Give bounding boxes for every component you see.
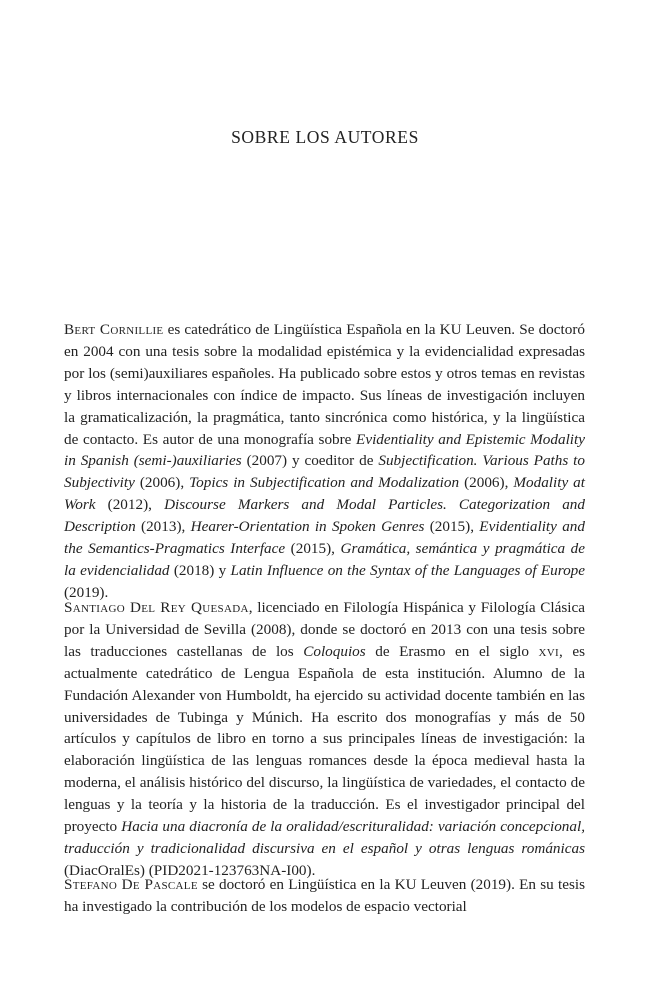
work-title: Evidentiality and the Semantics-Pragmatics Interface <box>64 518 585 558</box>
work-title: Discourse Markers and Modal Particles. Categorization and Description <box>64 496 585 536</box>
work-title: Gramática, semántica y pragmática de la evidencialidad <box>64 540 585 579</box>
work-title: Subjectification. Various Paths to Subjectivity <box>64 452 585 492</box>
bio-text: (2007) y coeditor de <box>241 452 379 470</box>
bio-text: (2018) y <box>169 561 231 579</box>
bio-text: (2019). <box>64 583 109 601</box>
century-numeral: xvi <box>538 642 559 660</box>
bio-text: de Erasmo en el siglo <box>365 642 539 660</box>
work-title: Coloquios <box>303 642 366 660</box>
bio-text: , es actualmente catedrático de Lengua Española de esta institución. Alumno de la Fundación Alexander von Humboldt, ha ejercido su actividad docente también en las universidades de Tubinga y Múnich. Ha escrito dos monografías y más de 50 artículos y capítulos de libro en torno a sus principales líneas de investigación: la elaboración lingüística de las lenguas romances desde la época medieval hasta la moderna, el análisis histórico del discurso, la lingüística de variedades, el contacto de lenguas y la teoría y la historia de la traducción. Es el investigador principal del proyecto <box>64 642 586 836</box>
bio-text: (2015), <box>285 540 341 558</box>
work-title: Evidentiality and Epistemic Modality in Spanish (semi-)auxiliaries <box>64 430 585 470</box>
page-title: SOBRE LOS AUTORES <box>231 127 419 147</box>
bio-text: (2006), <box>134 474 190 492</box>
work-title: Modality at Work <box>64 474 585 514</box>
work-title: Hearer-Orientation in Spoken Genres <box>190 518 425 536</box>
bio-text: es catedrático de Lingüística Española en la KU Leuven. Se doctoró en 2004 con una tesis sobre la modalidad epistémica y la evidencialidad expresadas por los (semi)auxiliares españoles. Ha publicado sobre estos y otros temas en revistas y libros internacionales con índice de impacto. Sus líneas de investigación incluyen la gramaticalización, la pragmática, tanto sincrónica como histórica, y la lingüística de contacto. Es autor de una monografía sobre <box>64 321 585 448</box>
author-bio <box>64 597 585 882</box>
bio-text: se doctoró en Lingüística en la KU Leuven (2019). En su tesis ha investigado la contribución de los modelos de espacio vectorial <box>64 876 585 915</box>
bio-text: , licenciado en Filología Hispánica y Filología Clásica por la Universidad de Sevilla (2008), donde se doctoró en 2013 con una tesis sobre las traducciones castellanas de los <box>64 599 585 660</box>
author-name: Bert Cornillie <box>64 321 164 338</box>
bio-text: (2006), <box>459 474 514 492</box>
author-name: Santiago Del Rey Quesada <box>64 599 249 616</box>
work-title: Hacia una diacronía de la oralidad/escrituralidad: variación concepcional, traducción y tradicionalidad discursiva en el español y otras lenguas románicas <box>64 818 586 857</box>
work-title: Latin Influence on the Syntax of the Languages of Europe <box>230 561 585 579</box>
bio-text: (2015), <box>424 518 480 536</box>
bio-text: (DiacOralEs) (PID2021-123763NA-I00). <box>64 861 316 879</box>
work-title: Topics in Subjectification and Modalization <box>189 474 460 492</box>
bio-text: (2013), <box>135 518 191 536</box>
bio-text: (2012), <box>95 496 165 514</box>
author-name: Stefano De Pascale <box>64 876 198 893</box>
author-bio <box>64 874 585 918</box>
author-bio <box>64 319 585 604</box>
